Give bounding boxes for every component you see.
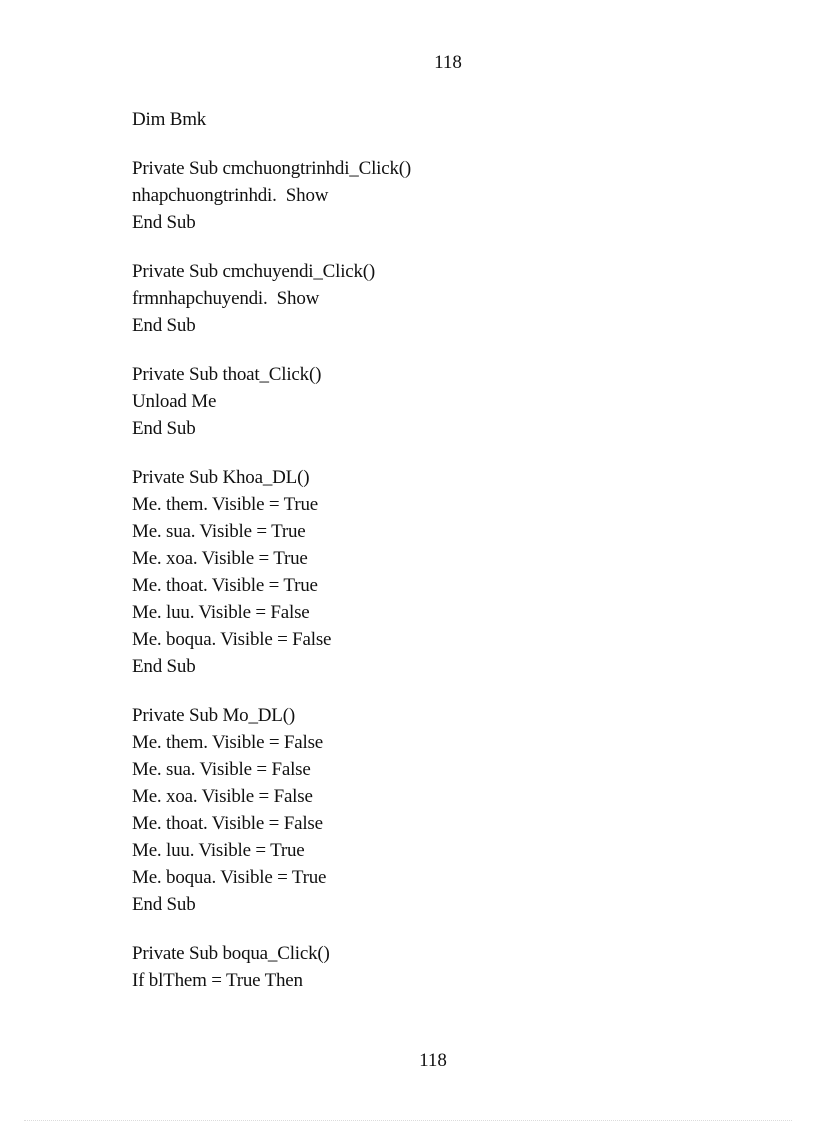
code-line: Me. them. Visible = False bbox=[132, 732, 324, 753]
code-line: End Sub bbox=[132, 894, 196, 915]
code-line: Me. luu. Visible = True bbox=[132, 840, 305, 861]
code-line: Dim Bmk bbox=[132, 109, 207, 130]
code-line: Me. sua. Visible = True bbox=[132, 521, 306, 542]
code-line: Me. xoa. Visible = False bbox=[132, 786, 313, 807]
code-line: End Sub bbox=[132, 212, 196, 233]
code-line: Me. boqua. Visible = False bbox=[132, 629, 332, 650]
code-line: Me. them. Visible = True bbox=[132, 494, 318, 515]
code-line: Private Sub cmchuongtrinhdi_Click() bbox=[132, 158, 412, 179]
code-line: Private Sub cmchuyendi_Click() bbox=[132, 261, 376, 282]
code-listing bbox=[132, 106, 772, 1016]
code-block bbox=[132, 155, 772, 236]
code-line: End Sub bbox=[132, 315, 196, 336]
code-block bbox=[132, 702, 772, 918]
code-line: If blThem = True Then bbox=[132, 970, 303, 991]
code-block bbox=[132, 258, 772, 339]
page-number-bottom: 118 bbox=[419, 1050, 447, 1071]
code-line: Me. boqua. Visible = True bbox=[132, 867, 327, 888]
code-line: Me. thoat. Visible = False bbox=[132, 813, 323, 834]
code-block bbox=[132, 106, 772, 133]
code-line: Unload Me bbox=[132, 391, 217, 412]
code-block bbox=[132, 361, 772, 442]
code-line: Private Sub Mo_DL() bbox=[132, 705, 295, 726]
code-line: End Sub bbox=[132, 418, 196, 439]
code-line: Me. xoa. Visible = True bbox=[132, 548, 308, 569]
code-line: Private Sub boqua_Click() bbox=[132, 943, 330, 964]
code-line: End Sub bbox=[132, 656, 196, 677]
page-bottom-divider bbox=[24, 1120, 792, 1121]
code-line: Me. thoat. Visible = True bbox=[132, 575, 318, 596]
code-block bbox=[132, 464, 772, 680]
code-line: Me. sua. Visible = False bbox=[132, 759, 311, 780]
code-line: Private Sub Khoa_DL() bbox=[132, 467, 310, 488]
code-line: Private Sub thoat_Click() bbox=[132, 364, 322, 385]
page-number-top: 118 bbox=[434, 52, 462, 73]
code-line: frmnhapchuyendi. Show bbox=[132, 288, 320, 309]
code-line: Me. luu. Visible = False bbox=[132, 602, 310, 623]
code-block bbox=[132, 940, 772, 994]
code-line: nhapchuongtrinhdi. Show bbox=[132, 185, 329, 206]
